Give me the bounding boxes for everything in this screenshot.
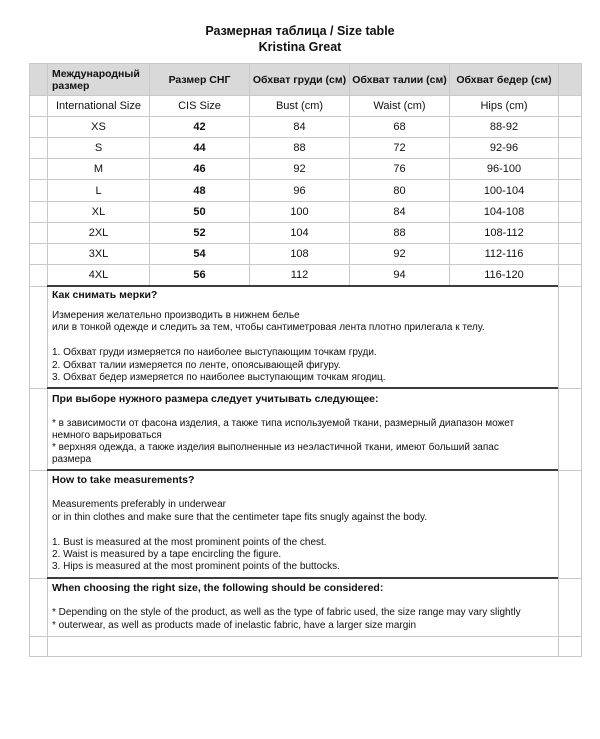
cell-waist: 72: [393, 142, 406, 154]
header-waist: Обхват талии (см): [352, 73, 447, 86]
en-choose-note-2: * outerwear, as well as products made of inelastic fabric, have a larger size margin: [52, 620, 417, 631]
header-bust: Обхват груди (см): [252, 73, 347, 86]
cell-intl: 3XL: [88, 248, 109, 260]
cell-cis: 46: [193, 163, 206, 175]
cell-hips: 104-108: [483, 206, 525, 218]
ru-measure-heading: Как снимать мерки?: [52, 289, 158, 301]
en-measure-step-3: 3. Hips is measured at the most prominent points of the buttocks.: [52, 561, 340, 572]
header-cis-size: Размер СНГ: [168, 73, 231, 86]
en-measure-heading: How to take measurements?: [52, 474, 195, 486]
ru-choose-note-1a: * в зависимости от фасона изделия, а также типа используемой ткани, размерный диапазон может: [52, 418, 515, 429]
en-choose-note-1: * Depending on the style of the product, as well as the type of fabric used, the size range may vary slightly: [52, 607, 521, 618]
cell-waist: 68: [393, 121, 406, 133]
cell-intl: 2XL: [88, 227, 109, 239]
page-title: Размерная таблица / Size table: [205, 24, 395, 38]
ru-measure-step-3: 3. Обхват бедер измеряется по наиболее выступающим точкам ягодиц.: [52, 372, 386, 383]
cell-cis: 42: [193, 121, 206, 133]
ru-choose-note-2b: размера: [52, 454, 92, 465]
cell-intl: L: [95, 184, 102, 197]
cell-hips: 112-116: [484, 248, 524, 260]
cell-bust: 100: [290, 206, 309, 218]
cell-waist: 80: [393, 184, 406, 197]
cell-hips: 116-120: [484, 269, 524, 281]
ru-choose-note-2a: * верхняя одежда, а также изделия выполненные из неэластичной ткани, имеют больший запас: [52, 442, 499, 453]
en-measure-step-2: 2. Waist is measured by a tape encircling the figure.: [52, 549, 282, 560]
cell-intl: M: [93, 163, 104, 175]
cell-intl: XS: [91, 121, 106, 133]
ru-choose-heading: При выборе нужного размера следует учитывать следующее:: [52, 393, 379, 405]
cell-bust: 84: [293, 121, 306, 133]
cell-cis: 44: [193, 142, 206, 154]
en-measure-intro-2: or in thin clothes and make sure that the centimeter tape fits snugly against the body.: [52, 512, 428, 523]
cell-waist: 92: [393, 248, 406, 260]
cell-waist: 76: [393, 163, 406, 175]
ru-choose-note-1b: немного варьироваться: [52, 430, 162, 441]
cell-bust: 104: [290, 227, 309, 239]
cell-hips: 96-100: [486, 163, 522, 175]
cell-cis: 54: [193, 248, 206, 260]
cell-bust: 88: [293, 142, 306, 154]
en-choose-heading: When choosing the right size, the following should be considered:: [52, 582, 384, 594]
ru-measure-intro-2: или в тонкой одежде и следить за тем, чтобы сантиметровая лента плотно прилегала к телу.: [52, 322, 485, 333]
cell-cis: 50: [193, 206, 206, 218]
cell-waist: 88: [393, 227, 406, 239]
cell-bust: 96: [293, 184, 306, 197]
cell-intl: XL: [91, 206, 106, 218]
cell-waist: 84: [393, 206, 406, 218]
ru-measure-intro-1: Измерения желательно производить в нижнем белье: [52, 310, 300, 321]
size-table-sheet: [29, 63, 582, 657]
ru-measure-step-1: 1. Обхват груди измеряется по наиболее выступающим точкам груди.: [52, 347, 377, 358]
cell-hips: 88-92: [489, 121, 519, 133]
header-international-size: Международный размер: [52, 67, 140, 92]
cell-intl: S: [94, 142, 103, 154]
cell-hips: 92-96: [489, 142, 519, 154]
en-measure-step-1: 1. Bust is measured at the most prominent points of the chest.: [52, 537, 327, 548]
cell-hips: 108-112: [484, 227, 524, 239]
subheader-waist: Waist (cm): [373, 100, 426, 112]
cell-cis: 56: [193, 269, 206, 281]
cell-cis: 48: [193, 184, 206, 197]
subheader-international-size: International Size: [56, 100, 141, 112]
subheader-hips: Hips (cm): [480, 100, 528, 112]
cell-bust: 92: [293, 163, 306, 175]
cell-intl: 4XL: [88, 269, 109, 281]
ru-measure-step-2: 2. Обхват талии измеряется по ленте, опоясывающей фигуру.: [52, 360, 341, 371]
subheader-cis-size: CIS Size: [178, 100, 221, 112]
cell-waist: 94: [393, 269, 406, 281]
cell-bust: 112: [290, 269, 309, 281]
cell-hips: 100-104: [483, 184, 525, 197]
cell-bust: 108: [290, 248, 309, 260]
subheader-bust: Bust (cm): [275, 100, 324, 112]
en-measure-intro-1: Measurements preferably in underwear: [52, 499, 226, 510]
cell-cis: 52: [193, 227, 206, 239]
brand-name: Kristina Great: [258, 40, 342, 54]
header-hips: Обхват бедер (см): [456, 73, 552, 86]
